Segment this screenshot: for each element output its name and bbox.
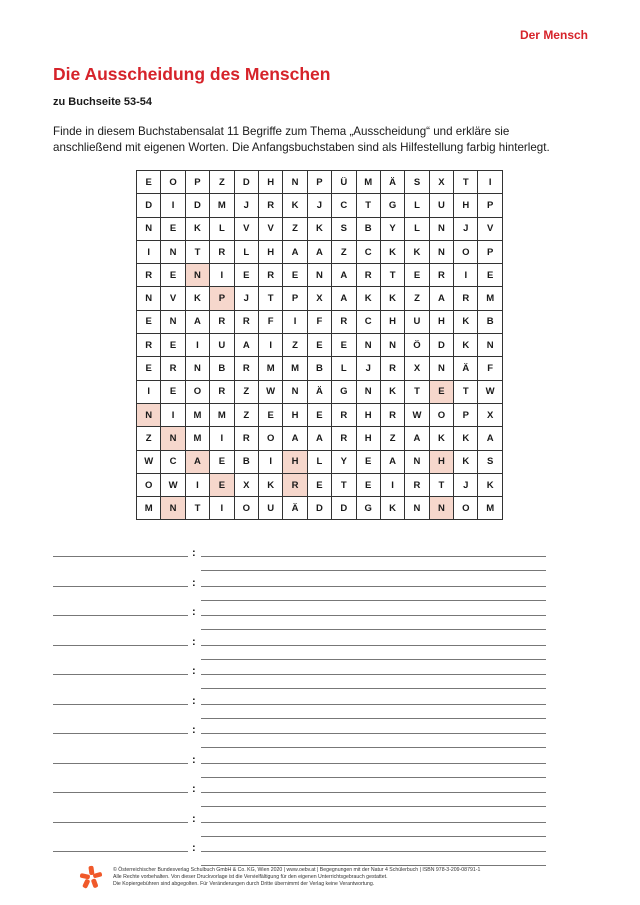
grid-cell: E: [161, 217, 185, 240]
grid-cell: L: [307, 450, 331, 473]
grid-cell: W: [137, 450, 161, 473]
explanation-line[interactable]: [201, 747, 546, 748]
explanation-line[interactable]: [201, 718, 546, 719]
explanation-line[interactable]: [201, 836, 546, 837]
explanation-line[interactable]: [201, 586, 546, 587]
grid-cell: K: [429, 427, 453, 450]
grid-cell: I: [137, 380, 161, 403]
grid-cell: E: [161, 264, 185, 287]
grid-cell: E: [307, 334, 331, 357]
explanation-line[interactable]: [201, 556, 546, 557]
explanation-line[interactable]: [201, 600, 546, 601]
grid-cell: N: [161, 310, 185, 333]
grid-cell: A: [307, 240, 331, 263]
grid-cell: Z: [210, 171, 234, 194]
grid-cell: K: [356, 287, 380, 310]
grid-cell: Z: [234, 380, 258, 403]
grid-cell: P: [307, 171, 331, 194]
grid-cell: E: [356, 450, 380, 473]
grid-row: [137, 171, 503, 194]
grid-cell: I: [478, 171, 502, 194]
grid-cell: K: [380, 240, 404, 263]
grid-cell: Z: [332, 240, 356, 263]
explanation-line[interactable]: [201, 865, 546, 866]
publisher-logo-icon: [78, 865, 104, 889]
grid-cell: F: [307, 310, 331, 333]
grid-cell: K: [380, 287, 404, 310]
grid-cell: A: [307, 427, 331, 450]
grid-cell: R: [356, 264, 380, 287]
answer-separator: :: [192, 635, 196, 648]
grid-cell: R: [332, 310, 356, 333]
answer-separator: :: [192, 724, 196, 736]
grid-cell: U: [429, 194, 453, 217]
term-line[interactable]: [53, 645, 188, 646]
grid-cell: K: [454, 427, 478, 450]
explanation-line[interactable]: [201, 792, 546, 793]
grid-cell: L: [234, 240, 258, 263]
grid-cell: O: [137, 473, 161, 496]
grid-cell: X: [405, 357, 429, 380]
grid-cell: P: [478, 240, 502, 263]
explanation-line[interactable]: [201, 688, 546, 689]
grid-cell: J: [234, 287, 258, 310]
grid-cell: R: [332, 403, 356, 426]
grid-cell: I: [258, 334, 282, 357]
grid-row: [137, 427, 503, 450]
grid-cell: R: [258, 264, 282, 287]
header-tag: Der Mensch: [519, 28, 588, 42]
grid-cell: D: [332, 497, 356, 520]
grid-cell: T: [429, 473, 453, 496]
grid-cell: B: [478, 310, 502, 333]
grid-cell: I: [185, 334, 209, 357]
grid-cell: E: [137, 310, 161, 333]
grid-cell: J: [454, 217, 478, 240]
grid-cell: T: [405, 380, 429, 403]
grid-cell: I: [210, 497, 234, 520]
term-line[interactable]: [53, 556, 188, 557]
grid-cell: Ä: [283, 497, 307, 520]
grid-cell: T: [185, 240, 209, 263]
grid-cell: E: [234, 264, 258, 287]
grid-cell: N: [429, 357, 453, 380]
grid-cell: Y: [380, 217, 404, 240]
grid-cell: P: [210, 287, 234, 310]
grid-cell: O: [161, 171, 185, 194]
grid-row: [137, 310, 503, 333]
grid-cell: K: [454, 450, 478, 473]
grid-cell: E: [356, 473, 380, 496]
grid-cell: Z: [234, 403, 258, 426]
grid-cell: Y: [332, 450, 356, 473]
explanation-line[interactable]: [201, 806, 546, 807]
answer-separator: :: [192, 783, 196, 795]
term-line[interactable]: [53, 763, 188, 764]
answer-separator: :: [192, 753, 196, 766]
term-line[interactable]: [53, 615, 188, 616]
grid-cell: N: [429, 497, 453, 520]
grid-cell: I: [210, 427, 234, 450]
grid-cell: N: [405, 497, 429, 520]
footer-rights: Alle Rechte vorbehalten. Von dieser Druckvorlage ist die Vervielfältigung für den eigenen Unterrichtsgebrauch gestattet.: [113, 874, 388, 881]
grid-cell: R: [380, 357, 404, 380]
grid-cell: R: [210, 240, 234, 263]
grid-cell: R: [405, 473, 429, 496]
grid-row: [137, 287, 503, 310]
grid-cell: K: [185, 217, 209, 240]
grid-cell: E: [210, 450, 234, 473]
grid-cell: Z: [283, 334, 307, 357]
grid-cell: K: [454, 310, 478, 333]
grid-cell: N: [405, 450, 429, 473]
grid-cell: W: [405, 403, 429, 426]
answer-separator: :: [192, 812, 196, 825]
grid-cell: H: [356, 427, 380, 450]
grid-cell: F: [258, 310, 282, 333]
grid-cell: K: [185, 287, 209, 310]
grid-cell: C: [356, 310, 380, 333]
grid-cell: N: [161, 427, 185, 450]
grid-cell: A: [380, 450, 404, 473]
grid-cell: E: [137, 357, 161, 380]
grid-cell: R: [210, 380, 234, 403]
grid-cell: T: [454, 171, 478, 194]
grid-cell: O: [185, 380, 209, 403]
explanation-line[interactable]: [201, 659, 546, 660]
grid-cell: N: [380, 334, 404, 357]
grid-cell: A: [283, 427, 307, 450]
grid-cell: N: [161, 497, 185, 520]
grid-cell: N: [185, 357, 209, 380]
grid-cell: T: [258, 287, 282, 310]
grid-cell: C: [356, 240, 380, 263]
grid-cell: O: [454, 497, 478, 520]
grid-cell: S: [332, 217, 356, 240]
grid-cell: K: [283, 194, 307, 217]
footer: [113, 867, 480, 889]
grid-cell: G: [332, 380, 356, 403]
grid-cell: E: [478, 264, 502, 287]
grid-cell: N: [137, 217, 161, 240]
grid-cell: I: [161, 194, 185, 217]
grid-cell: B: [234, 450, 258, 473]
grid-cell: J: [234, 194, 258, 217]
grid-row: [137, 380, 503, 403]
grid-cell: A: [332, 264, 356, 287]
grid-cell: E: [307, 473, 331, 496]
grid-cell: J: [356, 357, 380, 380]
grid-cell: X: [429, 171, 453, 194]
grid-cell: H: [356, 403, 380, 426]
grid-cell: I: [258, 450, 282, 473]
grid-cell: I: [161, 403, 185, 426]
explanation-line[interactable]: [201, 851, 546, 852]
grid-cell: A: [185, 310, 209, 333]
grid-cell: B: [356, 217, 380, 240]
grid-cell: N: [161, 240, 185, 263]
grid-cell: X: [307, 287, 331, 310]
grid-cell: D: [307, 497, 331, 520]
grid-cell: A: [185, 450, 209, 473]
grid-cell: I: [454, 264, 478, 287]
grid-cell: K: [380, 497, 404, 520]
grid-cell: T: [454, 380, 478, 403]
grid-cell: V: [258, 217, 282, 240]
grid-cell: H: [283, 450, 307, 473]
grid-cell: X: [234, 473, 258, 496]
grid-cell: H: [454, 194, 478, 217]
word-search-grid: [136, 170, 503, 520]
term-line[interactable]: [53, 704, 188, 705]
grid-cell: O: [454, 240, 478, 263]
explanation-line[interactable]: [201, 674, 546, 675]
grid-cell: N: [478, 334, 502, 357]
grid-cell: N: [283, 380, 307, 403]
grid-row: [137, 357, 503, 380]
grid-cell: U: [258, 497, 282, 520]
grid-cell: U: [405, 310, 429, 333]
grid-cell: A: [332, 287, 356, 310]
grid-cell: Ö: [405, 334, 429, 357]
grid-cell: I: [380, 473, 404, 496]
footer-disclaimer: Die Kopiergebühren sind abgegolten. Für Veränderungen durch Dritte übernimmt der Verlag keine Verantwortung.: [113, 881, 375, 888]
grid-cell: E: [258, 403, 282, 426]
grid-cell: T: [185, 497, 209, 520]
grid-cell: O: [429, 403, 453, 426]
grid-cell: I: [210, 264, 234, 287]
grid-cell: O: [258, 427, 282, 450]
answer-separator: :: [192, 694, 196, 707]
grid-cell: D: [185, 194, 209, 217]
grid-cell: H: [429, 450, 453, 473]
grid-cell: R: [258, 194, 282, 217]
answer-separator: :: [192, 547, 196, 559]
grid-cell: E: [429, 380, 453, 403]
term-line[interactable]: [53, 851, 188, 852]
grid-cell: B: [210, 357, 234, 380]
grid-cell: L: [210, 217, 234, 240]
grid-cell: E: [283, 264, 307, 287]
grid-cell: P: [478, 194, 502, 217]
grid-cell: E: [307, 403, 331, 426]
grid-cell: E: [332, 334, 356, 357]
grid-cell: X: [478, 403, 502, 426]
grid-cell: S: [405, 171, 429, 194]
grid-cell: R: [380, 403, 404, 426]
grid-cell: N: [137, 403, 161, 426]
grid-cell: M: [356, 171, 380, 194]
grid-cell: A: [478, 427, 502, 450]
grid-cell: R: [137, 334, 161, 357]
grid-cell: M: [210, 403, 234, 426]
grid-cell: K: [478, 473, 502, 496]
grid-cell: R: [137, 264, 161, 287]
grid-cell: N: [185, 264, 209, 287]
answer-separator: :: [192, 842, 196, 854]
term-line[interactable]: [53, 792, 188, 793]
grid-cell: D: [137, 194, 161, 217]
grid-cell: K: [380, 380, 404, 403]
grid-cell: A: [405, 427, 429, 450]
grid-cell: N: [356, 334, 380, 357]
grid-cell: Z: [380, 427, 404, 450]
grid-cell: T: [332, 473, 356, 496]
grid-row: [137, 473, 503, 496]
footer-copyright: © Österreichischer Bundesverlag Schulbuch GmbH & Co. KG, Wien 2020 | www.oebv.at | Begegnungen mit der Natur 4 Schülerbuch | ISBN 978-3-209-08791-1: [113, 867, 481, 873]
grid-cell: A: [429, 287, 453, 310]
grid-cell: R: [210, 310, 234, 333]
grid-cell: M: [283, 357, 307, 380]
grid-cell: L: [332, 357, 356, 380]
instructions-text: Finde in diesem Buchstabensalat 11 Begriffe zum Thema „Ausscheidung“ und erkläre sie anschließend mit eigenen Worten. Die Anfangsbuchstaben sind als Hilfestellung farbig hinterlegt.: [53, 125, 550, 154]
grid-cell: Ü: [332, 171, 356, 194]
grid-cell: I: [137, 240, 161, 263]
grid-cell: N: [429, 217, 453, 240]
grid-cell: I: [283, 310, 307, 333]
grid-cell: K: [405, 240, 429, 263]
grid-row: [137, 450, 503, 473]
grid-cell: N: [429, 240, 453, 263]
grid-cell: R: [332, 427, 356, 450]
grid-cell: N: [283, 171, 307, 194]
grid-row: [137, 217, 503, 240]
grid-cell: E: [405, 264, 429, 287]
grid-cell: H: [283, 403, 307, 426]
grid-cell: Ä: [380, 171, 404, 194]
grid-cell: Z: [137, 427, 161, 450]
term-line[interactable]: [53, 733, 188, 734]
explanation-line[interactable]: [201, 777, 546, 778]
grid-row: [137, 403, 503, 426]
explanation-line[interactable]: [201, 570, 546, 571]
grid-cell: M: [137, 497, 161, 520]
grid-cell: R: [454, 287, 478, 310]
explanation-line[interactable]: [201, 629, 546, 630]
grid-cell: K: [307, 217, 331, 240]
grid-cell: E: [161, 380, 185, 403]
explanation-line[interactable]: [201, 763, 546, 764]
grid-cell: M: [210, 194, 234, 217]
grid-cell: Ä: [307, 380, 331, 403]
grid-cell: D: [234, 171, 258, 194]
term-line[interactable]: [53, 822, 188, 823]
grid-cell: M: [258, 357, 282, 380]
grid-row: [137, 194, 503, 217]
grid-cell: U: [210, 334, 234, 357]
explanation-line[interactable]: [201, 645, 546, 646]
grid-cell: J: [307, 194, 331, 217]
grid-cell: A: [234, 334, 258, 357]
grid-cell: C: [161, 450, 185, 473]
grid-cell: N: [356, 380, 380, 403]
grid-cell: E: [210, 473, 234, 496]
grid-cell: I: [185, 473, 209, 496]
grid-cell: R: [429, 264, 453, 287]
grid-cell: P: [454, 403, 478, 426]
grid-cell: H: [429, 310, 453, 333]
grid-cell: H: [380, 310, 404, 333]
grid-cell: R: [234, 357, 258, 380]
grid-cell: W: [258, 380, 282, 403]
grid-cell: B: [307, 357, 331, 380]
grid-cell: M: [478, 497, 502, 520]
answer-separator: :: [192, 576, 196, 589]
explanation-line[interactable]: [201, 704, 546, 705]
grid-cell: H: [258, 240, 282, 263]
grid-cell: K: [258, 473, 282, 496]
grid-row: [137, 240, 503, 263]
explanation-line[interactable]: [201, 822, 546, 823]
grid-cell: P: [185, 171, 209, 194]
grid-cell: A: [283, 240, 307, 263]
grid-cell: Ä: [454, 357, 478, 380]
grid-row: [137, 334, 503, 357]
term-line[interactable]: [53, 586, 188, 587]
grid-cell: P: [283, 287, 307, 310]
grid-cell: O: [234, 497, 258, 520]
grid-cell: R: [234, 427, 258, 450]
grid-cell: M: [185, 403, 209, 426]
grid-cell: Z: [283, 217, 307, 240]
grid-cell: G: [380, 194, 404, 217]
grid-cell: C: [332, 194, 356, 217]
grid-cell: M: [185, 427, 209, 450]
grid-row: [137, 264, 503, 287]
grid-cell: W: [478, 380, 502, 403]
grid-cell: V: [161, 287, 185, 310]
grid-cell: V: [234, 217, 258, 240]
grid-cell: T: [380, 264, 404, 287]
grid-cell: F: [478, 357, 502, 380]
grid-cell: L: [405, 194, 429, 217]
term-line[interactable]: [53, 674, 188, 675]
grid-cell: R: [161, 357, 185, 380]
grid-cell: M: [478, 287, 502, 310]
grid-cell: N: [307, 264, 331, 287]
explanation-line[interactable]: [201, 615, 546, 616]
grid-cell: J: [454, 473, 478, 496]
grid-cell: K: [454, 334, 478, 357]
grid-cell: E: [137, 171, 161, 194]
page-title: Die Ausscheidung des Menschen: [53, 64, 331, 84]
grid-cell: E: [161, 334, 185, 357]
grid-cell: G: [356, 497, 380, 520]
page-subtitle: zu Buchseite 53-54: [53, 96, 153, 108]
grid-cell: V: [478, 217, 502, 240]
grid-row: [137, 497, 503, 520]
answer-separator: :: [192, 606, 196, 618]
grid-cell: W: [161, 473, 185, 496]
grid-cell: L: [405, 217, 429, 240]
grid-cell: R: [283, 473, 307, 496]
grid-cell: H: [258, 171, 282, 194]
grid-cell: S: [478, 450, 502, 473]
grid-cell: D: [429, 334, 453, 357]
grid-cell: R: [234, 310, 258, 333]
grid-cell: N: [137, 287, 161, 310]
grid-cell: Z: [405, 287, 429, 310]
answer-separator: :: [192, 665, 196, 677]
explanation-line[interactable]: [201, 733, 546, 734]
grid-cell: T: [356, 194, 380, 217]
